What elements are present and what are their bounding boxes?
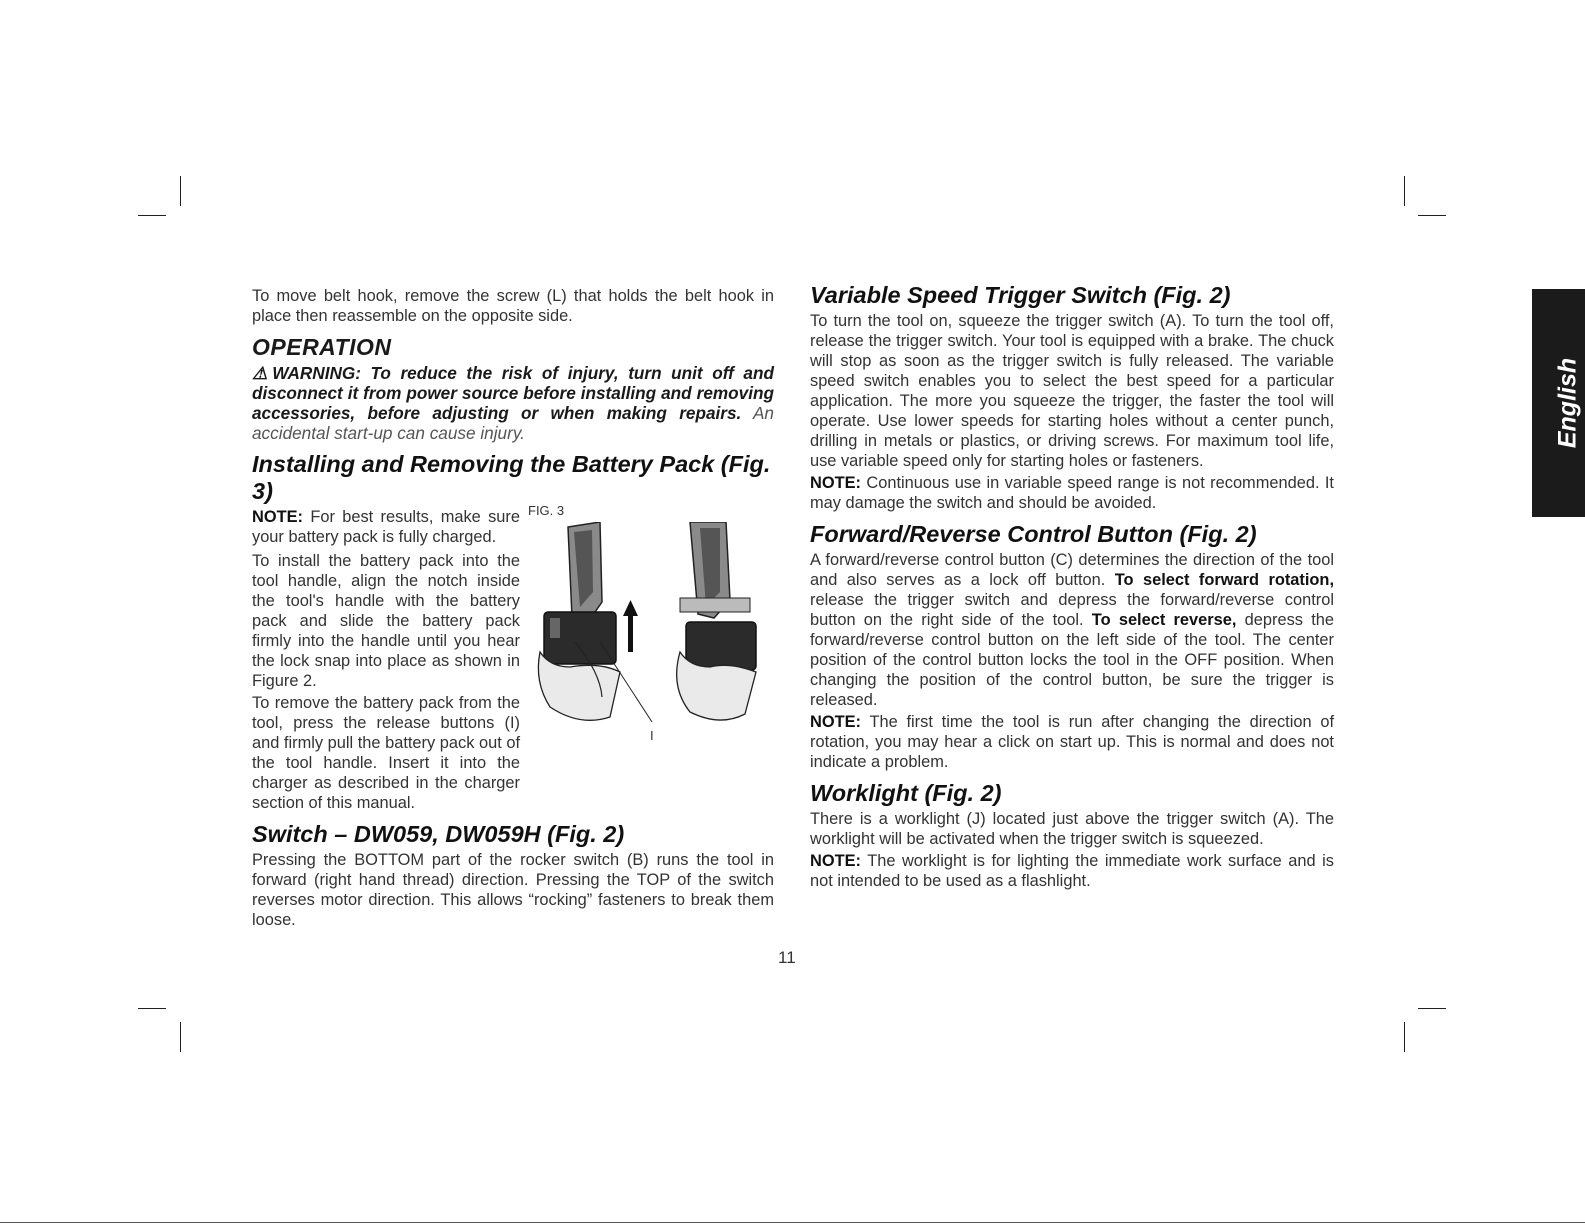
worklight-heading: Worklight (Fig. 2)	[810, 780, 1002, 806]
battery-text-block	[252, 507, 520, 813]
crop-mark	[180, 1022, 181, 1052]
note-label: NOTE:	[810, 713, 861, 731]
worklight-paragraph: There is a worklight (J) located just above the trigger switch (A). The worklight will be activated when the trigger switch is squeezed.	[810, 810, 1334, 848]
crop-mark	[1404, 176, 1405, 206]
note-label: NOTE:	[810, 474, 861, 492]
language-tab	[1532, 289, 1585, 517]
battery-heading: Installing and Removing the Battery Pack (Fig. 3)	[252, 451, 771, 504]
battery-figure	[530, 522, 770, 752]
variable-speed-heading: Variable Speed Trigger Switch (Fig. 2)	[810, 282, 1231, 308]
crop-mark	[1404, 1022, 1405, 1052]
belt-hook-paragraph: To move belt hook, remove the screw (L) that holds the belt hook in place then reassemble on the opposite side.	[252, 287, 774, 325]
switch-paragraph: Pressing the BOTTOM part of the rocker switch (B) runs the tool in forward (right hand thread) direction. Pressing the TOP of the switch reverses motor direction. This allows “rocking” fasteners to break them loose.	[252, 851, 774, 929]
switch-heading: Switch – DW059, DW059H (Fig. 2)	[252, 821, 625, 847]
worklight-note: NOTE: The worklight is for lighting the immediate work surface and is not intended to be used as a flashlight.	[810, 852, 1334, 890]
battery-pack-right	[686, 622, 756, 670]
drill-handle-left	[568, 522, 602, 622]
crop-mark	[1418, 1008, 1446, 1009]
arrow-up-icon	[623, 600, 638, 652]
forward-reverse-note: NOTE: The first time the tool is run after changing the direction of rotation, you may hear a click on start up. This is normal and does not indicate a problem.	[810, 713, 1334, 771]
warning-paragraph	[252, 363, 774, 443]
crop-mark	[138, 1008, 166, 1009]
battery-remove-paragraph: To remove the battery pack from the tool, press the release buttons (I) and firmly pull the battery pack out of the tool handle. Insert it into the charger as described in the charger section of this manual.	[252, 694, 520, 812]
battery-install-paragraph: To install the battery pack into the tool handle, align the notch inside the tool's handle with the battery pack and slide the battery pack firmly into the handle until you hear the lock snap into place as shown in Figure 2.	[252, 552, 520, 690]
warning-icon: ⚠	[252, 363, 273, 383]
variable-speed-paragraph: To turn the tool on, squeeze the trigger switch (A). To turn the tool off, release the trigger switch. Your tool is equipped with a brake. The chuck will stop as soon as the trigger switch is fully released. The variable speed switch enables you to select the best speed for a particular application. The more you squeeze the trigger, the faster the tool will operate. Use lower speeds for starting holes without a center punch, drilling in metals or plastics, or driving screws. For maximum tool life, use variable speed only for starting holes or fasteners.	[810, 312, 1334, 470]
note-label: NOTE:	[810, 852, 861, 870]
note-label: NOTE:	[252, 508, 303, 526]
operation-heading: OPERATION	[252, 334, 392, 360]
right-column	[810, 278, 1334, 891]
warning-text: WARNING: To reduce the risk of injury, turn unit off and disconnect it from power source before installing and removing accessories, before adjusting or when making repairs.	[252, 363, 774, 423]
drill-handle-right	[680, 522, 750, 618]
crop-mark	[1418, 215, 1446, 216]
callout-label: I	[650, 728, 654, 743]
figure-label: FIG. 3	[528, 503, 565, 518]
warning-tail: An accidental start-up can cause injury.	[252, 403, 774, 443]
crop-mark	[180, 176, 181, 206]
forward-reverse-heading: Forward/Reverse Control Button (Fig. 2)	[810, 521, 1257, 547]
bottom-rule	[0, 1222, 1585, 1223]
battery-note: NOTE: For best results, make sure your battery pack is fully charged.	[252, 508, 520, 546]
battery-pack-left	[544, 612, 616, 664]
language-tab-label: English	[1553, 357, 1582, 449]
forward-reverse-paragraph: A forward/reverse control button (C) determines the direction of the tool and also serves as a lock off button. To select forward rotation, release the trigger switch and depress the forward/reverse control button on the right side of the tool. To select reverse, depress the forward/reverse control button on the left side of the tool. The center position of the control button locks the tool in the OFF position. When changing the position of the control button, be sure the trigger is released.	[810, 551, 1334, 709]
crop-mark	[138, 215, 166, 216]
page-number: 11	[778, 948, 796, 967]
variable-speed-note: NOTE: Continuous use in variable speed range is not recommended. It may damage the switch and should be avoided.	[810, 474, 1334, 512]
